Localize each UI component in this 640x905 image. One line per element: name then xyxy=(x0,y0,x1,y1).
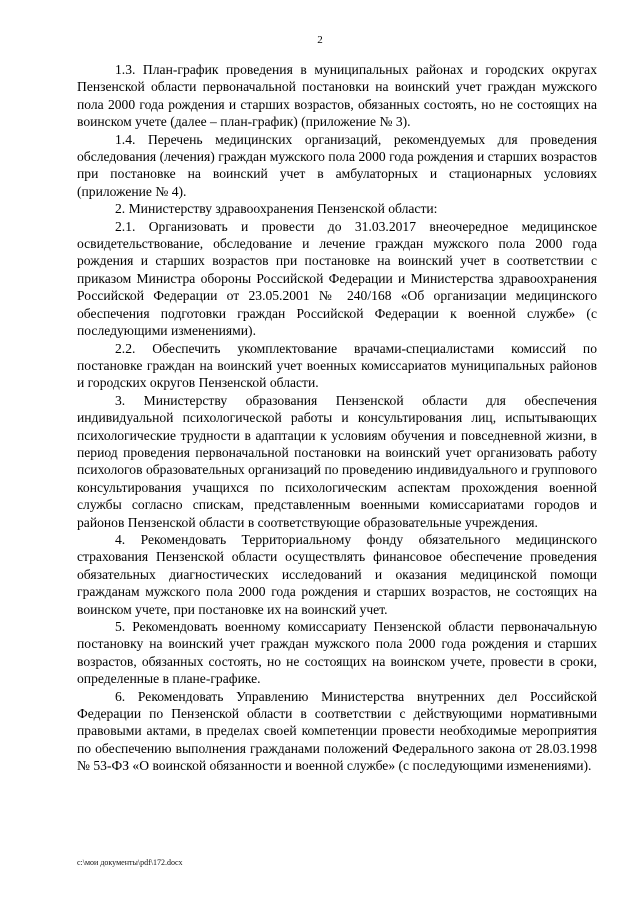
paragraph-2: 2. Министерству здравоохранения Пензенской области: xyxy=(115,201,438,217)
paragraph-1-4: 1.4. Перечень медицинских организаций, рекомендуемых для проведения обследования (лечения) граждан мужского пола 2000 года рождения и старших возрастов при постановке на воинский учет в амбулаторных и стационарных условиях (приложение № 4). xyxy=(77,131,597,199)
footer-file-path: c:\мои документы\pdf\172.docx xyxy=(77,858,183,867)
paragraph-2-2: 2.2. Обеспечить укомплектование врачами-специалистами комиссий по постановке граждан на воинский учет военных комиссариатов муниципальных районов и городских округов Пензенской области. xyxy=(77,340,597,391)
paragraph-1-3: 1.3. План-график проведения в муниципальных районах и городских округах Пензенской области первоначальной постановки на воинский учет граждан мужского пола 2000 года рождения и старших возрастов, обязанных состоять, но не состоящих на воинском учете (далее – план-график) (приложение № 3). xyxy=(77,62,597,130)
paragraph-2-1: 2.1. Организовать и провести до 31.03.2017 внеочередное медицинское освидетельствование, обследование и лечение граждан мужского пола 2000 года рождения и старших возрастов при постановке на воинский учет в соответствии с приказом Министра обороны Российской Федерации и Министерства здравоохранения Российской Федерации от 23.05.2001 № 240/168 «Об организации медицинского обеспечения подготовки граждан Российской Федерации к военной службе» (с последующими изменениями). xyxy=(77,218,597,339)
paragraph-3: 3. Министерству образования Пензенской области для обеспечения индивидуальной психологической работы и консультирования лиц, испытывающих психологические трудности в адаптации к условиям обучения и повседневной жизни, в период проведения первоначальной постановки на воинский учет организовать работу психологов образовательных организаций по проведению индивидуального и группового консультирования учащихся по психологическим аспектам прохождения военной службы согласно спискам, представленным военными комиссариатами городов и районов Пензенской области в соответствующие образовательные учреждения. xyxy=(77,392,597,530)
page-number: 2 xyxy=(317,34,323,46)
paragraph-5: 5. Рекомендовать военному комиссариату Пензенской области первоначальную постановку на воинский учет граждан мужского пола 2000 года рождения и старших возрастов, обязанных состоять, но не состоящих на воинском учете, провести в сроки, определенные в плане-графике. xyxy=(77,619,597,687)
document-body xyxy=(77,61,597,775)
paragraph-6: 6. Рекомендовать Управлению Министерства внутренних дел Российской Федерации по Пензенской области в соответствии с действующими нормативными правовыми актами, в пределах своей компетенции провести необходимые мероприятия по обеспечению выполнения гражданами положений Федерального закона от 28.03.1998 № 53-ФЗ «О воинской обязанности и военной службе» (с последующими изменениями). xyxy=(77,688,597,774)
paragraph-4: 4. Рекомендовать Территориальному фонду обязательного медицинского страхования Пензенской области осуществлять финансовое обеспечение проведения обязательных диагностических исследований и оказания медицинской помощи гражданам мужского пола 2000 года рождения и старших возрастов, не состоящих на воинском учете, при постановке их на воинский учет. xyxy=(77,531,597,617)
